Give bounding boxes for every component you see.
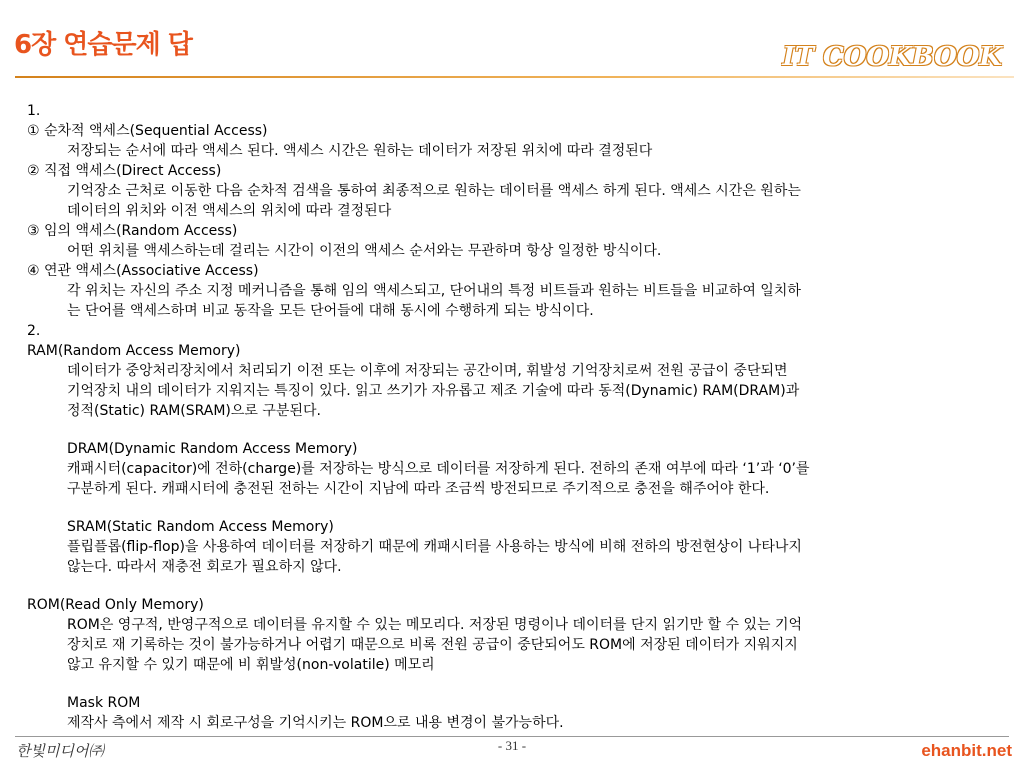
blank-line [27,675,977,693]
text-line: 데이터가 중앙처리장치에서 처리되기 이전 또는 이후에 저장되는 공간이며, 휘발성 기억장치로써 전원 공급이 중단되면 [67,363,788,379]
text-line: 기억장소 근처로 이동한 다음 순차적 검색을 통하여 최종적으로 원하는 데이터를 액세스 하게 된다. 액세스 시간은 원하는 [67,183,801,199]
header-divider [15,76,1014,78]
text-line: 1. [27,103,41,119]
text-line: 2. [27,323,41,339]
text-line: 각 위치는 자신의 주소 지정 메커니즘을 통해 임의 액세스되고, 단어내의 특정 비트들과 원하는 비트들을 비교하여 일치하 [67,283,801,299]
brand-logo: IT COOKBOOK [782,42,1002,72]
slide-body [27,101,977,733]
blank-line [27,499,977,517]
text-line: RAM(Random Access Memory) [27,343,241,359]
text-line: 제작사 측에서 제작 시 회로구성을 기억시키는 ROM으로 내용 변경이 불가능하다. [67,715,564,731]
text-line: ROM은 영구적, 반영구적으로 데이터를 유지할 수 있는 메모리다. 저장된 명령이나 데이터를 단지 읽기만 할 수 있는 기억 [67,617,803,633]
text-line: 않고 유지할 수 있기 때문에 비 휘발성(non-volatile) 메모리 [67,657,435,673]
text-line: 정적(Static) RAM(SRAM)으로 구분된다. [67,403,321,419]
text-line: 구분하게 된다. 캐패시터에 충전된 전하는 시간이 지남에 따라 조금씩 방전되므로 주기적으로 충전을 해주어야 한다. [67,481,770,497]
text-line: 기억장치 내의 데이터가 지워지는 특징이 있다. 읽고 쓰기가 자유롭고 제조 기술에 따라 동적(Dynamic) RAM(DRAM)과 [67,383,800,399]
blank-line [27,421,977,439]
text-line: 는 단어를 액세스하며 비교 동작을 모든 단어들에 대해 동시에 수행하게 되는 방식이다. [67,303,594,319]
text-line: 저장되는 순서에 따라 액세스 된다. 액세스 시간은 원하는 데이터가 저장된 위치에 따라 결정된다 [67,143,653,159]
page-number: - 31 - [497,738,527,753]
text-line: ROM(Read Only Memory) [27,597,204,613]
site-name: ehanbit.net [921,741,1012,760]
footer-divider [15,736,1009,737]
publisher-name: 한빛미디어㈜ [16,742,104,760]
text-line: ② 직접 액세스(Direct Access) [27,163,222,179]
text-line: ③ 임의 액세스(Random Access) [27,223,238,239]
text-line: SRAM(Static Random Access Memory) [67,519,334,535]
text-line: 않는다. 따라서 재충전 회로가 필요하지 않다. [67,559,342,575]
text-line: DRAM(Dynamic Random Access Memory) [67,441,358,457]
text-line: 장치로 재 기록하는 것이 불가능하거나 어렵기 때문으로 비록 전원 공급이 중단되어도 ROM에 저장된 데이터가 지워지지 [67,637,798,653]
blank-line [27,577,977,595]
text-line: 플립플롭(flip-flop)을 사용하여 데이터를 저장하기 때문에 캐패시터를 사용하는 방식에 비해 전하의 방전현상이 나타나지 [67,539,802,555]
text-line: 데이터의 위치와 이전 액세스의 위치에 따라 결정된다 [67,203,392,219]
text-line: 어떤 위치를 액세스하는데 걸리는 시간이 이전의 액세스 순서와는 무관하며 항상 일정한 방식이다. [67,243,662,259]
page-title: 6장 연습문제 답 [14,30,192,60]
text-line: Mask ROM [67,695,141,711]
text-line: ④ 연관 액세스(Associative Access) [27,263,259,279]
text-line: 캐패시터(capacitor)에 전하(charge)를 저장하는 방식으로 데이터를 저장하게 된다. 전하의 존재 여부에 따라 ‘1’과 ‘0’를 [67,461,810,477]
text-line: ① 순차적 액세스(Sequential Access) [27,123,268,139]
